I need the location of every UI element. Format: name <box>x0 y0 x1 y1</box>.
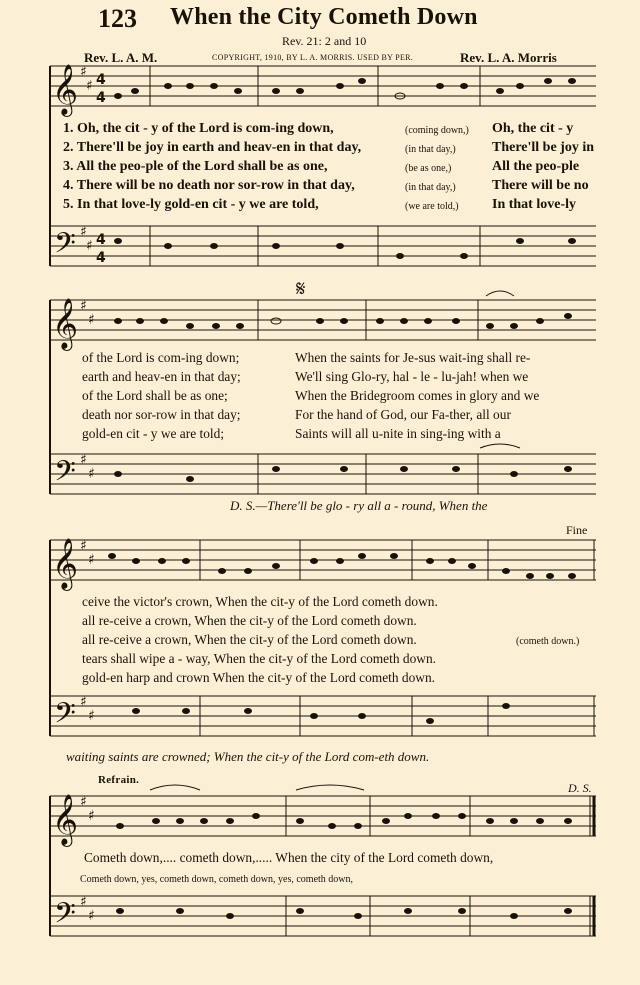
echo-3: (be as one,) <box>405 163 452 174</box>
verse-3-line-2: of the Lord shall be as one; <box>82 388 228 403</box>
verse-5-line-2: gold-en cit - y we are told; <box>82 426 225 441</box>
composer-credit: Rev. L. A. Morris <box>460 50 557 65</box>
system3-bass-staff <box>50 696 596 736</box>
verse-3-line-3: When the Bridegroom comes in glory and we <box>295 388 540 403</box>
treble-clef-icon: 𝄞 <box>52 298 79 349</box>
system3-treble-staff <box>50 540 596 580</box>
verse-5-line-3: Saints will all u-nite in sing-ing with a <box>295 426 501 441</box>
continuation-1: Oh, the cit - y <box>492 121 574 136</box>
sharp-icon: ♯ <box>80 298 87 314</box>
sharp-icon: ♯ <box>88 708 95 724</box>
segno-icon: 𝄋 <box>296 277 306 302</box>
verse-2-line-3: We'll sing Glo-ry, hal - le - lu-jah! when we <box>295 369 529 384</box>
time-signature-icon: 4 <box>96 232 106 248</box>
time-signature-icon: 4 <box>96 250 106 266</box>
scripture-reference: Rev. 21: 2 and 10 <box>282 34 367 48</box>
verse-2-line-2: earth and heav-en in that day; <box>82 369 241 384</box>
ds-bass-lyric: D. S.—There'll be glo - ry all a - round, When the <box>230 498 488 513</box>
sharp-icon: ♯ <box>88 552 95 568</box>
verse-2-line-4: all re-ceive a crown, When the cit-y of the Lord cometh down. <box>82 613 417 628</box>
sharp-icon: ♯ <box>88 908 95 924</box>
verse-4-line-3: For the hand of God, our Fa-ther, all our <box>295 407 511 422</box>
echo-4: (in that day,) <box>405 182 456 193</box>
sharp-icon: ♯ <box>88 312 95 328</box>
refrain-bass-lyric: Cometh down, yes, cometh down, cometh down, yes, cometh down, <box>80 874 354 885</box>
sharp-icon: ♯ <box>88 466 95 482</box>
verse-1-line-1: 1. Oh, the cit - y of the Lord is com-ing down, <box>63 121 334 136</box>
sharp-icon: ♯ <box>80 452 87 468</box>
treble-clef-icon: 𝄞 <box>52 64 79 115</box>
sharp-icon: ♯ <box>80 894 87 910</box>
bass-clef-icon: 𝄢 <box>54 455 76 495</box>
echo-2: (in that day,) <box>405 144 456 155</box>
refrain-label: Refrain. <box>98 774 140 786</box>
continuation-3: All the peo-ple <box>492 159 580 174</box>
hymn-number: 123 <box>98 4 137 33</box>
verse-4-line-1: 4. There will be no death nor sor-row in that day, <box>63 178 355 193</box>
bass-clef-icon: 𝄢 <box>54 897 76 937</box>
verse-1-line-3: When the saints for Je-sus wait-ing shall re- <box>295 350 531 365</box>
verse-3-line-4: all re-ceive a crown, When the cit-y of the Lord cometh down. <box>82 632 417 647</box>
verse-1-line-4: ceive the victor's crown, When the cit-y of the Lord cometh down. <box>82 594 438 609</box>
ds-marking: D. S. <box>568 781 592 795</box>
system4-treble-staff <box>50 796 596 836</box>
echo-cometh-down: (cometh down.) <box>516 636 580 647</box>
sharp-icon: ♯ <box>88 808 95 824</box>
verse-2-line-1: 2. There'll be joy in earth and heav-en in that day, <box>63 140 362 155</box>
time-signature-icon: 4 <box>96 90 106 106</box>
continuation-2: There'll be joy in <box>492 140 595 155</box>
system1-treble-staff <box>50 66 596 106</box>
time-signature-icon: 4 <box>96 72 106 88</box>
verse-5-line-4: gold-en harp and crown When the cit-y of the Lord cometh down. <box>82 670 436 685</box>
echo-1: (coming down,) <box>405 125 469 136</box>
verse-1-line-2: of the Lord is com-ing down; <box>82 350 240 365</box>
sharp-icon: ♯ <box>80 538 87 554</box>
fine-marking: Fine <box>566 523 588 537</box>
bass-clef-icon: 𝄢 <box>54 697 76 737</box>
sharp-icon: ♯ <box>80 64 87 80</box>
treble-clef-icon: 𝄞 <box>52 794 79 845</box>
verse-3-line-1: 3. All the peo-ple of the Lord shall be as one, <box>63 159 328 174</box>
hymn-title: When the City Cometh Down <box>170 4 478 30</box>
copyright-notice: COPYRIGHT, 1910, BY L. A. MORRIS. USED BY PER. <box>212 53 414 62</box>
lyricist-credit: Rev. L. A. M. <box>84 50 158 65</box>
bass-lyric-line: waiting saints are crowned; When the cit-y of the Lord com-eth down. <box>66 749 430 764</box>
continuation-4: There will be no <box>492 178 589 193</box>
bass-clef-icon: 𝄢 <box>54 227 76 267</box>
verse-4-line-2: death nor sor-row in that day; <box>82 407 241 422</box>
verse-5-line-1: 5. In that love-ly gold-en cit - y we are told, <box>63 197 319 212</box>
sharp-icon: ♯ <box>80 694 87 710</box>
sharp-icon: ♯ <box>80 224 87 240</box>
system1-bass-staff <box>50 226 596 266</box>
refrain-soprano-lyric: Cometh down,.... cometh down,..... When the city of the Lord cometh down, <box>84 850 494 865</box>
treble-clef-icon: 𝄞 <box>52 538 79 589</box>
sharp-icon: ♯ <box>86 78 93 94</box>
echo-5: (we are told,) <box>405 201 459 212</box>
verse-4-line-4: tears shall wipe a - way, When the cit-y of the Lord cometh down. <box>82 651 436 666</box>
sharp-icon: ♯ <box>86 238 93 254</box>
continuation-5: In that love-ly <box>492 197 576 212</box>
sharp-icon: ♯ <box>80 794 87 810</box>
